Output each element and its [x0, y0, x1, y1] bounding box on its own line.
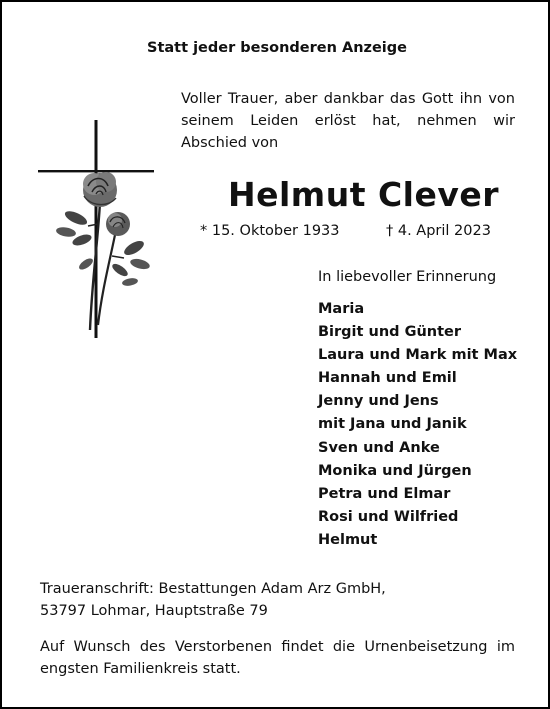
mourner-name: Hannah und Emil	[318, 370, 457, 387]
mourner-name: Laura und Mark mit Max	[318, 347, 518, 364]
mourner-name: Helmut	[318, 531, 378, 548]
memory-line: In liebevoller Erinnerung	[318, 269, 497, 285]
cross-with-roses-icon	[38, 120, 154, 340]
death-date: † 4. April 2023	[386, 223, 491, 239]
mourner-name: Maria	[318, 301, 365, 317]
mourning-address	[40, 578, 386, 622]
mourner-name: Monika und Jürgen	[318, 462, 472, 479]
mourner-name: Birgit und Günter	[318, 324, 462, 341]
deceased-name: Helmut Clever	[228, 175, 500, 214]
mourners-list	[318, 298, 517, 552]
birth-date: * 15. Oktober 1933	[200, 223, 340, 239]
intro-text: Voller Trauer, aber dankbar das Gott ihn von seinem Leiden erlöst hat, nehmen wir Abschied von	[181, 91, 515, 151]
mourner-name: mit Jana und Janik	[318, 416, 467, 433]
mourner-name: Jenny und Jens	[318, 393, 439, 410]
headline: Statt jeder besonderen Anzeige	[147, 40, 407, 56]
mourner-name: Rosi und Wilfried	[318, 508, 459, 525]
burial-note: Auf Wunsch des Verstorbenen findet die Urnenbeisetzung im engsten Familienkreis statt.	[40, 639, 515, 677]
mourner-name: Petra und Elmar	[318, 485, 451, 502]
mourner-name: Sven und Anke	[318, 439, 440, 456]
address-line-2: 53797 Lohmar, Hauptstraße 79	[40, 603, 268, 619]
address-line-1: Traueranschrift: Bestattungen Adam Arz GmbH,	[40, 581, 386, 597]
